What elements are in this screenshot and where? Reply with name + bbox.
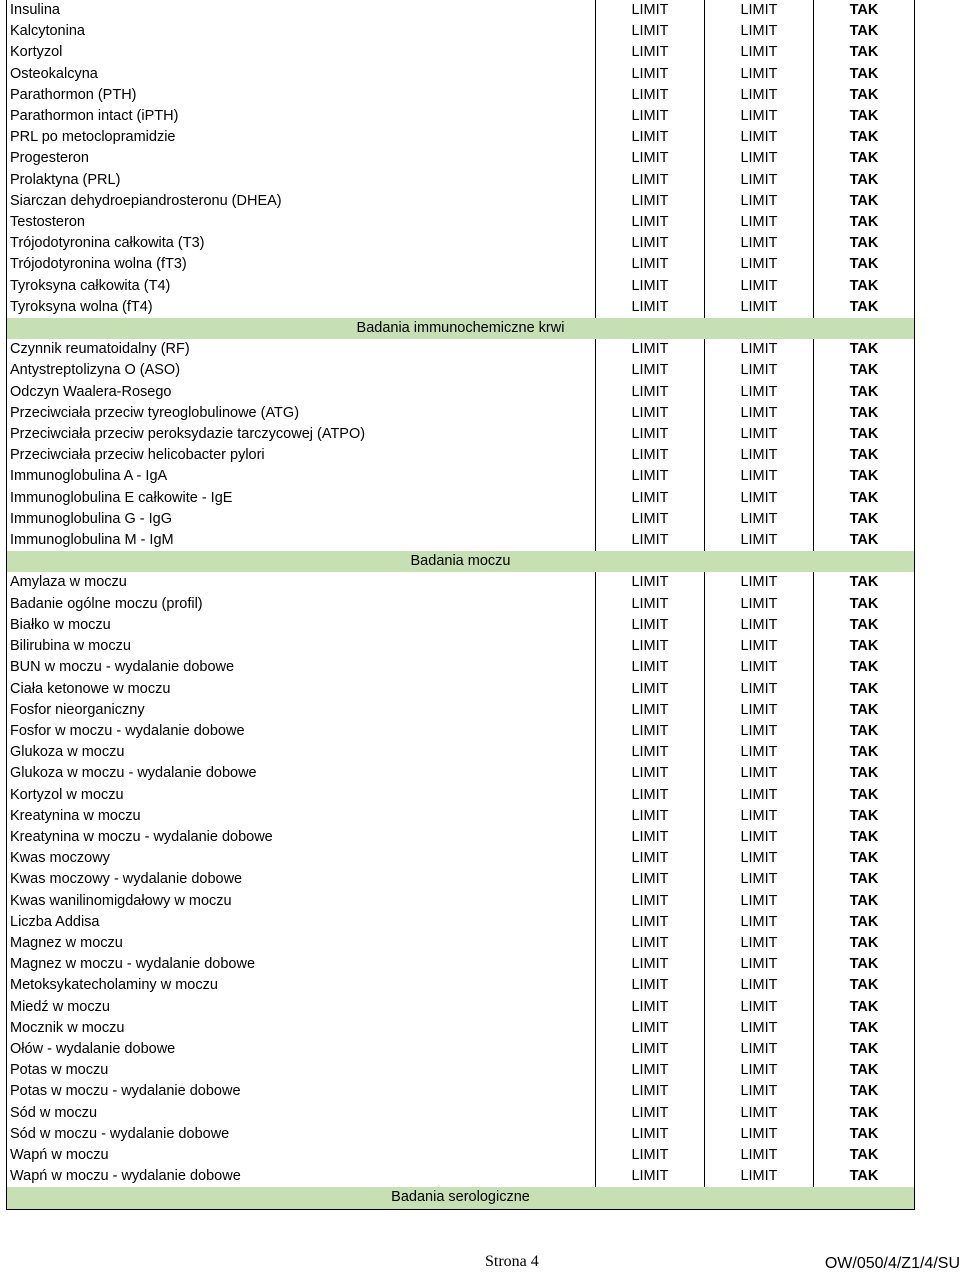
limit-cell-2: LIMIT [705, 997, 814, 1018]
limit-cell-1: LIMIT [596, 572, 705, 593]
page-number: Strona 4 [485, 1253, 539, 1270]
limit-cell-2: LIMIT [705, 297, 814, 318]
table-row [7, 1060, 915, 1081]
limit-cell-1: LIMIT [596, 1060, 705, 1081]
availability-cell: TAK [814, 742, 915, 763]
test-name-cell: Bilirubina w moczu [7, 636, 596, 657]
limit-cell-1: LIMIT [596, 127, 705, 148]
limit-cell-1: LIMIT [596, 191, 705, 212]
availability-cell: TAK [814, 170, 915, 191]
limit-cell-1: LIMIT [596, 657, 705, 678]
limit-cell-2: LIMIT [705, 42, 814, 63]
test-name-cell: Parathormon intact (iPTH) [7, 106, 596, 127]
availability-cell: TAK [814, 891, 915, 912]
limit-cell-1: LIMIT [596, 0, 705, 21]
test-name-cell: Kreatynina w moczu - wydalanie dobowe [7, 827, 596, 848]
limit-cell-2: LIMIT [705, 763, 814, 784]
availability-cell: TAK [814, 997, 915, 1018]
table-row [7, 594, 915, 615]
limit-cell-2: LIMIT [705, 191, 814, 212]
test-name-cell: Progesteron [7, 148, 596, 169]
test-name-cell: Immunoglobulina A - IgA [7, 466, 596, 487]
table-row [7, 679, 915, 700]
limit-cell-1: LIMIT [596, 763, 705, 784]
limit-cell-1: LIMIT [596, 445, 705, 466]
test-name-cell: Wapń w moczu - wydalanie dobowe [7, 1166, 596, 1187]
table-row [7, 1124, 915, 1145]
limit-cell-2: LIMIT [705, 445, 814, 466]
limit-cell-2: LIMIT [705, 827, 814, 848]
limit-cell-2: LIMIT [705, 21, 814, 42]
table-group-hormones [7, 0, 915, 318]
limit-cell-2: LIMIT [705, 785, 814, 806]
test-name-cell: BUN w moczu - wydalanie dobowe [7, 657, 596, 678]
test-name-cell: Fosfor w moczu - wydalanie dobowe [7, 721, 596, 742]
test-name-cell: Prolaktyna (PRL) [7, 170, 596, 191]
table-row [7, 191, 915, 212]
limit-cell-1: LIMIT [596, 1124, 705, 1145]
test-name-cell: Mocznik w moczu [7, 1018, 596, 1039]
limit-cell-2: LIMIT [705, 148, 814, 169]
table-row [7, 360, 915, 381]
test-name-cell: Glukoza w moczu [7, 742, 596, 763]
availability-cell: TAK [814, 509, 915, 530]
test-name-cell: Amylaza w moczu [7, 572, 596, 593]
limit-cell-2: LIMIT [705, 1039, 814, 1060]
table-row [7, 530, 915, 551]
limit-cell-1: LIMIT [596, 742, 705, 763]
limit-cell-2: LIMIT [705, 1060, 814, 1081]
availability-cell: TAK [814, 657, 915, 678]
limit-cell-2: LIMIT [705, 488, 814, 509]
availability-cell: TAK [814, 721, 915, 742]
table-row [7, 572, 915, 593]
limit-cell-2: LIMIT [705, 1081, 814, 1102]
limit-cell-1: LIMIT [596, 233, 705, 254]
test-name-cell: Sód w moczu [7, 1103, 596, 1124]
test-name-cell: Przeciwciała przeciw tyreoglobulinowe (ATG) [7, 403, 596, 424]
limit-cell-2: LIMIT [705, 1103, 814, 1124]
limit-cell-2: LIMIT [705, 212, 814, 233]
test-name-cell: Wapń w moczu [7, 1145, 596, 1166]
test-name-cell: Trójodotyronina całkowita (T3) [7, 233, 596, 254]
limit-cell-1: LIMIT [596, 42, 705, 63]
limit-cell-2: LIMIT [705, 403, 814, 424]
table-row [7, 254, 915, 275]
table-row [7, 1103, 915, 1124]
limit-cell-1: LIMIT [596, 21, 705, 42]
limit-cell-1: LIMIT [596, 424, 705, 445]
test-name-cell: Tyroksyna wolna (fT4) [7, 297, 596, 318]
limit-cell-1: LIMIT [596, 636, 705, 657]
section-header-row [7, 1187, 915, 1209]
test-name-cell: Kreatynina w moczu [7, 806, 596, 827]
availability-cell: TAK [814, 975, 915, 996]
limit-cell-1: LIMIT [596, 954, 705, 975]
availability-cell: TAK [814, 21, 915, 42]
table-row [7, 403, 915, 424]
limit-cell-2: LIMIT [705, 636, 814, 657]
limit-cell-2: LIMIT [705, 1018, 814, 1039]
limit-cell-2: LIMIT [705, 170, 814, 191]
limit-cell-2: LIMIT [705, 657, 814, 678]
table-row [7, 657, 915, 678]
test-name-cell: Ołów - wydalanie dobowe [7, 1039, 596, 1060]
availability-cell: TAK [814, 445, 915, 466]
availability-cell: TAK [814, 127, 915, 148]
table-row [7, 933, 915, 954]
limit-cell-1: LIMIT [596, 615, 705, 636]
limit-cell-1: LIMIT [596, 594, 705, 615]
test-name-cell: Testosteron [7, 212, 596, 233]
limit-cell-1: LIMIT [596, 148, 705, 169]
section-title-immunochemistry: Badania immunochemiczne krwi [7, 318, 915, 339]
limit-cell-2: LIMIT [705, 233, 814, 254]
table-row [7, 233, 915, 254]
table-row [7, 148, 915, 169]
test-name-cell: Kwas moczowy [7, 848, 596, 869]
limit-cell-1: LIMIT [596, 975, 705, 996]
table-row [7, 297, 915, 318]
availability-cell: TAK [814, 424, 915, 445]
availability-cell: TAK [814, 1166, 915, 1187]
limit-cell-2: LIMIT [705, 466, 814, 487]
table-row [7, 0, 915, 21]
test-name-cell: Sód w moczu - wydalanie dobowe [7, 1124, 596, 1145]
table-row [7, 509, 915, 530]
availability-cell: TAK [814, 785, 915, 806]
limit-cell-1: LIMIT [596, 297, 705, 318]
test-name-cell: Potas w moczu - wydalanie dobowe [7, 1081, 596, 1102]
section-title-urine: Badania moczu [7, 551, 915, 572]
availability-cell: TAK [814, 1060, 915, 1081]
availability-cell: TAK [814, 148, 915, 169]
availability-cell: TAK [814, 700, 915, 721]
limit-cell-1: LIMIT [596, 509, 705, 530]
table-row [7, 85, 915, 106]
test-name-cell: Parathormon (PTH) [7, 85, 596, 106]
availability-cell: TAK [814, 297, 915, 318]
test-name-cell: Liczba Addisa [7, 912, 596, 933]
table-row [7, 615, 915, 636]
test-name-cell: Trójodotyronina wolna (fT3) [7, 254, 596, 275]
table-group-urine [7, 572, 915, 1187]
section-header-row [7, 551, 915, 572]
limit-cell-1: LIMIT [596, 933, 705, 954]
test-name-cell: Immunoglobulina E całkowite - IgE [7, 488, 596, 509]
availability-cell: TAK [814, 615, 915, 636]
section-title-serology: Badania serologiczne [7, 1187, 915, 1209]
availability-cell: TAK [814, 360, 915, 381]
table-row [7, 106, 915, 127]
limit-cell-1: LIMIT [596, 1103, 705, 1124]
limit-cell-2: LIMIT [705, 954, 814, 975]
availability-cell: TAK [814, 827, 915, 848]
test-name-cell: Odczyn Waalera-Rosego [7, 382, 596, 403]
availability-cell: TAK [814, 382, 915, 403]
table-row [7, 848, 915, 869]
availability-cell: TAK [814, 106, 915, 127]
availability-cell: TAK [814, 530, 915, 551]
table-row [7, 700, 915, 721]
availability-cell: TAK [814, 636, 915, 657]
test-name-cell: Glukoza w moczu - wydalanie dobowe [7, 763, 596, 784]
availability-cell: TAK [814, 254, 915, 275]
limit-cell-2: LIMIT [705, 848, 814, 869]
availability-cell: TAK [814, 42, 915, 63]
availability-cell: TAK [814, 233, 915, 254]
limit-cell-2: LIMIT [705, 106, 814, 127]
limit-cell-2: LIMIT [705, 1166, 814, 1187]
availability-cell: TAK [814, 276, 915, 297]
test-name-cell: Tyroksyna całkowita (T4) [7, 276, 596, 297]
limit-cell-1: LIMIT [596, 530, 705, 551]
limit-cell-1: LIMIT [596, 106, 705, 127]
table-row [7, 382, 915, 403]
table-row [7, 1081, 915, 1102]
price-table [6, 0, 914, 1210]
limit-cell-2: LIMIT [705, 382, 814, 403]
test-name-cell: Białko w moczu [7, 615, 596, 636]
limit-cell-2: LIMIT [705, 721, 814, 742]
limit-cell-1: LIMIT [596, 403, 705, 424]
limit-cell-1: LIMIT [596, 785, 705, 806]
table-row [7, 127, 915, 148]
availability-cell: TAK [814, 679, 915, 700]
test-name-cell: Kalcytonina [7, 21, 596, 42]
table-row [7, 912, 915, 933]
limit-cell-1: LIMIT [596, 1166, 705, 1187]
table-group-immunochemistry [7, 339, 915, 551]
limit-cell-2: LIMIT [705, 742, 814, 763]
limit-cell-2: LIMIT [705, 276, 814, 297]
limit-cell-2: LIMIT [705, 572, 814, 593]
table-row [7, 170, 915, 191]
table-row [7, 1145, 915, 1166]
limit-cell-1: LIMIT [596, 827, 705, 848]
limit-cell-2: LIMIT [705, 530, 814, 551]
table-row [7, 1039, 915, 1060]
limit-cell-1: LIMIT [596, 721, 705, 742]
limit-cell-1: LIMIT [596, 869, 705, 890]
table-row [7, 827, 915, 848]
limit-cell-2: LIMIT [705, 360, 814, 381]
availability-cell: TAK [814, 1081, 915, 1102]
table-row [7, 975, 915, 996]
table-row [7, 869, 915, 890]
availability-cell: TAK [814, 64, 915, 85]
table-row [7, 636, 915, 657]
limit-cell-1: LIMIT [596, 276, 705, 297]
test-name-cell: Metoksykatecholaminy w moczu [7, 975, 596, 996]
availability-cell: TAK [814, 339, 915, 360]
limit-cell-1: LIMIT [596, 1145, 705, 1166]
availability-cell: TAK [814, 191, 915, 212]
test-name-cell: Przeciwciała przeciw helicobacter pylori [7, 445, 596, 466]
table-row [7, 721, 915, 742]
table-row [7, 806, 915, 827]
availability-cell: TAK [814, 954, 915, 975]
limit-cell-2: LIMIT [705, 679, 814, 700]
table-row [7, 445, 915, 466]
limit-cell-2: LIMIT [705, 700, 814, 721]
limit-cell-1: LIMIT [596, 997, 705, 1018]
table-row [7, 276, 915, 297]
limit-cell-1: LIMIT [596, 488, 705, 509]
limit-cell-2: LIMIT [705, 912, 814, 933]
test-name-cell: Przeciwciała przeciw peroksydazie tarczycowej (ATPO) [7, 424, 596, 445]
test-name-cell: Magnez w moczu [7, 933, 596, 954]
limit-cell-2: LIMIT [705, 0, 814, 21]
test-name-cell: Fosfor nieorganiczny [7, 700, 596, 721]
limit-cell-1: LIMIT [596, 64, 705, 85]
limit-cell-1: LIMIT [596, 85, 705, 106]
tests-table [6, 0, 915, 1210]
limit-cell-1: LIMIT [596, 360, 705, 381]
availability-cell: TAK [814, 763, 915, 784]
limit-cell-2: LIMIT [705, 975, 814, 996]
limit-cell-1: LIMIT [596, 466, 705, 487]
limit-cell-1: LIMIT [596, 254, 705, 275]
availability-cell: TAK [814, 1124, 915, 1145]
table-row [7, 954, 915, 975]
table-row [7, 21, 915, 42]
limit-cell-2: LIMIT [705, 806, 814, 827]
availability-cell: TAK [814, 1145, 915, 1166]
availability-cell: TAK [814, 0, 915, 21]
limit-cell-2: LIMIT [705, 933, 814, 954]
table-row [7, 1018, 915, 1039]
availability-cell: TAK [814, 933, 915, 954]
test-name-cell: PRL po metoclopramidzie [7, 127, 596, 148]
limit-cell-1: LIMIT [596, 1018, 705, 1039]
limit-cell-2: LIMIT [705, 1124, 814, 1145]
availability-cell: TAK [814, 466, 915, 487]
limit-cell-1: LIMIT [596, 912, 705, 933]
test-name-cell: Kortyzol [7, 42, 596, 63]
limit-cell-1: LIMIT [596, 170, 705, 191]
limit-cell-2: LIMIT [705, 594, 814, 615]
availability-cell: TAK [814, 594, 915, 615]
test-name-cell: Miedź w moczu [7, 997, 596, 1018]
limit-cell-1: LIMIT [596, 1081, 705, 1102]
limit-cell-1: LIMIT [596, 1039, 705, 1060]
test-name-cell: Immunoglobulina G - IgG [7, 509, 596, 530]
availability-cell: TAK [814, 1103, 915, 1124]
table-row [7, 64, 915, 85]
limit-cell-2: LIMIT [705, 891, 814, 912]
limit-cell-1: LIMIT [596, 679, 705, 700]
test-name-cell: Antystreptolizyna O (ASO) [7, 360, 596, 381]
limit-cell-1: LIMIT [596, 212, 705, 233]
test-name-cell: Immunoglobulina M - IgM [7, 530, 596, 551]
limit-cell-2: LIMIT [705, 254, 814, 275]
availability-cell: TAK [814, 1039, 915, 1060]
test-name-cell: Insulina [7, 0, 596, 21]
limit-cell-2: LIMIT [705, 424, 814, 445]
table-row [7, 785, 915, 806]
availability-cell: TAK [814, 85, 915, 106]
test-name-cell: Osteokalcyna [7, 64, 596, 85]
availability-cell: TAK [814, 572, 915, 593]
limit-cell-1: LIMIT [596, 848, 705, 869]
table-row [7, 42, 915, 63]
test-name-cell: Potas w moczu [7, 1060, 596, 1081]
availability-cell: TAK [814, 806, 915, 827]
limit-cell-1: LIMIT [596, 891, 705, 912]
table-row [7, 466, 915, 487]
availability-cell: TAK [814, 869, 915, 890]
table-row [7, 997, 915, 1018]
availability-cell: TAK [814, 1018, 915, 1039]
availability-cell: TAK [814, 912, 915, 933]
limit-cell-2: LIMIT [705, 339, 814, 360]
limit-cell-2: LIMIT [705, 127, 814, 148]
test-name-cell: Czynnik reumatoidalny (RF) [7, 339, 596, 360]
limit-cell-2: LIMIT [705, 509, 814, 530]
test-name-cell: Kortyzol w moczu [7, 785, 596, 806]
table-row [7, 339, 915, 360]
limit-cell-1: LIMIT [596, 382, 705, 403]
availability-cell: TAK [814, 848, 915, 869]
table-row [7, 1166, 915, 1187]
availability-cell: TAK [814, 488, 915, 509]
table-row [7, 891, 915, 912]
document-code: OW/050/4/Z1/4/SU [824, 1255, 960, 1272]
limit-cell-2: LIMIT [705, 85, 814, 106]
table-row [7, 763, 915, 784]
test-name-cell: Badanie ogólne moczu (profil) [7, 594, 596, 615]
limit-cell-1: LIMIT [596, 806, 705, 827]
limit-cell-1: LIMIT [596, 339, 705, 360]
table-row [7, 488, 915, 509]
limit-cell-1: LIMIT [596, 700, 705, 721]
limit-cell-2: LIMIT [705, 1145, 814, 1166]
availability-cell: TAK [814, 403, 915, 424]
limit-cell-2: LIMIT [705, 615, 814, 636]
table-row [7, 742, 915, 763]
section-header-row [7, 318, 915, 339]
test-name-cell: Siarczan dehydroepiandrosteronu (DHEA) [7, 191, 596, 212]
availability-cell: TAK [814, 212, 915, 233]
table-row [7, 212, 915, 233]
test-name-cell: Ciała ketonowe w moczu [7, 679, 596, 700]
test-name-cell: Kwas moczowy - wydalanie dobowe [7, 869, 596, 890]
limit-cell-2: LIMIT [705, 869, 814, 890]
test-name-cell: Kwas wanilinomigdałowy w moczu [7, 891, 596, 912]
test-name-cell: Magnez w moczu - wydalanie dobowe [7, 954, 596, 975]
table-row [7, 424, 915, 445]
limit-cell-2: LIMIT [705, 64, 814, 85]
